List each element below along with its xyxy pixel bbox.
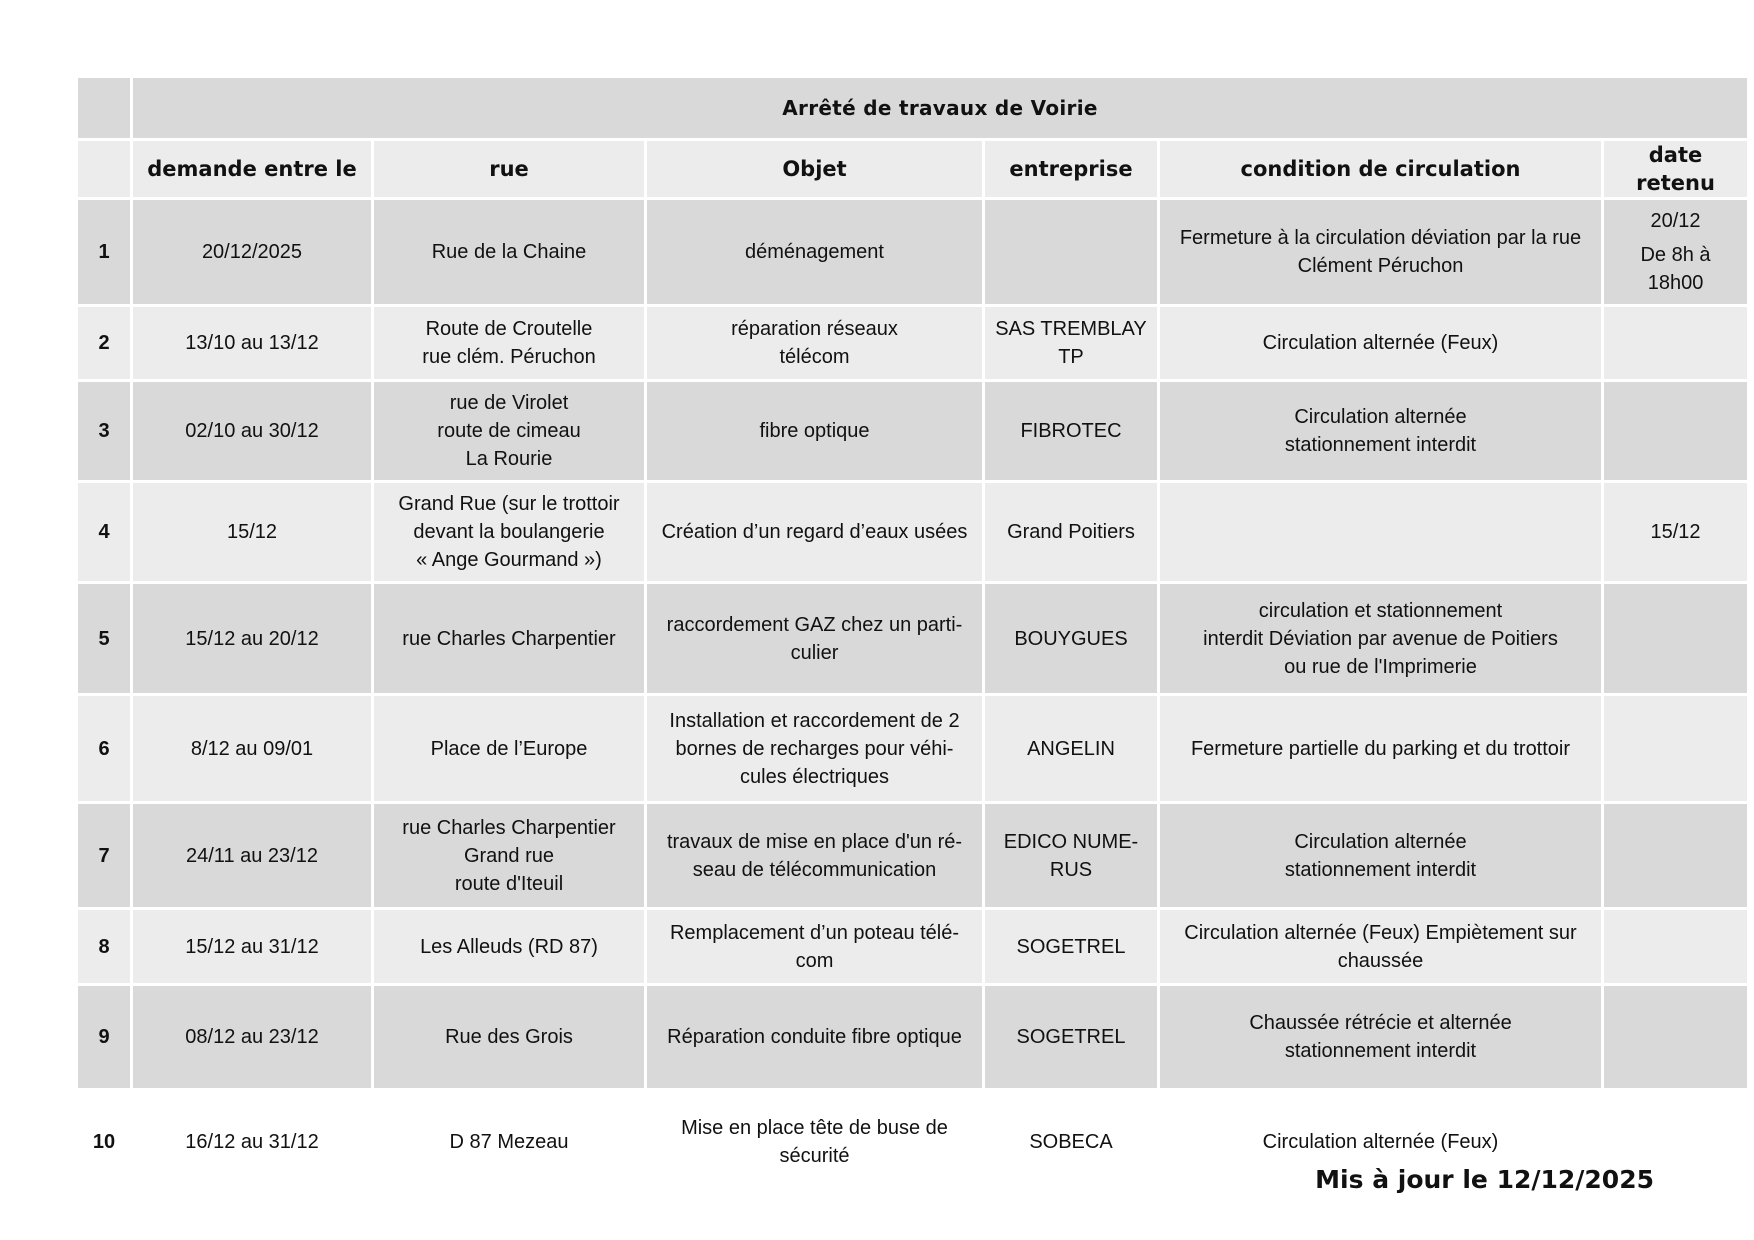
cell-line: Rue des Grois xyxy=(445,1026,573,1048)
cell-demande: 08/12 au 23/12 xyxy=(133,986,371,1088)
cell-line: SOGETREL xyxy=(1016,935,1126,958)
cell-rue xyxy=(374,986,644,1088)
cell-line: Rue de la Chaine xyxy=(431,241,587,263)
cell-line: SOBECA xyxy=(1029,1130,1113,1153)
cell-demande: 15/12 au 31/12 xyxy=(133,910,371,983)
cell-line: déménagement xyxy=(745,241,884,263)
cell-demande: 20/12/2025 xyxy=(133,200,371,304)
cell-entreprise xyxy=(985,483,1157,581)
header-num xyxy=(78,141,130,197)
cell-objet xyxy=(647,804,982,907)
row-number: 1 xyxy=(78,200,130,304)
cell-line: De 8h à xyxy=(1640,244,1711,266)
cell-rue xyxy=(374,910,644,983)
cell-condition xyxy=(1160,200,1601,304)
header-objet: Objet xyxy=(647,141,982,197)
cell-line: interdit Déviation par avenue de Poitiers xyxy=(1203,627,1558,650)
cell-condition xyxy=(1160,382,1601,480)
cell-condition xyxy=(1160,696,1601,801)
header-row xyxy=(78,141,1747,197)
cell-line: com xyxy=(795,949,834,972)
cell-entreprise xyxy=(985,804,1157,907)
cell-line: fibre optique xyxy=(759,420,870,442)
cell-entreprise xyxy=(985,986,1157,1088)
cell-date-retenu xyxy=(1604,382,1747,480)
cell-condition xyxy=(1160,986,1601,1088)
table-row xyxy=(78,307,1747,379)
table-row xyxy=(78,804,1747,907)
table-row xyxy=(78,200,1747,304)
cell-line: stationnement interdit xyxy=(1284,1040,1477,1062)
cell-objet xyxy=(647,200,982,304)
header-entreprise: entreprise xyxy=(985,141,1157,197)
last-updated-note: Mis à jour le 12/12/2025 xyxy=(1315,1165,1654,1194)
cell-line: Fermeture à la circulation déviation par la rue xyxy=(1179,227,1582,249)
cell-entreprise xyxy=(985,1091,1157,1192)
row-number: 7 xyxy=(78,804,130,907)
cell-objet xyxy=(647,483,982,581)
cell-date-retenu xyxy=(1604,307,1747,379)
cell-rue xyxy=(374,1091,644,1192)
cell-line: Circulation alternée (Feux) Empiètement sur xyxy=(1184,921,1577,944)
cell-demande: 15/12 xyxy=(133,483,371,581)
table-row xyxy=(78,382,1747,480)
cell-entreprise xyxy=(985,584,1157,693)
cell-line: rue Charles Charpentier xyxy=(402,816,616,839)
row-number: 5 xyxy=(78,584,130,693)
cell-line: circulation et stationnement xyxy=(1258,599,1503,622)
cell-line: SAS TREMBLAY xyxy=(995,318,1147,340)
cell-line: cules électriques xyxy=(740,765,889,788)
header-demande: demande entre le xyxy=(133,141,371,197)
cell-line: Création d’un regard d’eaux usées xyxy=(661,521,968,543)
table-row xyxy=(78,910,1747,983)
cell-rue xyxy=(374,483,644,581)
cell-objet xyxy=(647,1091,982,1192)
cell-line: sécurité xyxy=(779,1144,850,1167)
cell-line: culier xyxy=(790,641,839,664)
row-number: 9 xyxy=(78,986,130,1088)
cell-line: télécom xyxy=(779,346,850,368)
header-rue: rue xyxy=(374,141,644,197)
cell-line: réparation réseaux xyxy=(731,318,898,340)
cell-rue xyxy=(374,200,644,304)
row-number: 6 xyxy=(78,696,130,801)
cell-line: D 87 Mezeau xyxy=(449,1130,569,1153)
cell-line: Remplacement d’un poteau télé- xyxy=(669,921,960,944)
table-row xyxy=(78,696,1747,801)
cell-line: FIBROTEC xyxy=(1020,420,1122,442)
cell-rue xyxy=(374,307,644,379)
cell-entreprise xyxy=(985,200,1157,304)
cell-line: RUS xyxy=(1049,858,1093,881)
header-date-retenu: date retenu xyxy=(1604,141,1747,197)
cell-date-retenu xyxy=(1604,696,1747,801)
cell-rue xyxy=(374,804,644,907)
cell-objet xyxy=(647,696,982,801)
cell-line: Grand rue xyxy=(463,844,555,867)
cell-line: Mise en place tête de buse de xyxy=(681,1116,948,1139)
cell-line: ANGELIN xyxy=(1027,737,1115,760)
cell-rue xyxy=(374,382,644,480)
cell-objet xyxy=(647,986,982,1088)
cell-rue xyxy=(374,584,644,693)
title-corner-cell xyxy=(78,78,130,138)
cell-line: seau de télécommunication xyxy=(692,858,937,881)
cell-line: stationnement interdit xyxy=(1284,858,1477,881)
cell-line: route d'Iteuil xyxy=(454,872,564,895)
header-condition: condition de circulation xyxy=(1160,141,1601,197)
cell-line: travaux de mise en place d'un ré- xyxy=(666,830,963,853)
cell-line: bornes de recharges pour véhi- xyxy=(675,737,954,760)
row-number: 10 xyxy=(78,1091,130,1192)
cell-demande: 16/12 au 31/12 xyxy=(133,1091,371,1192)
cell-line: « Ange Gourmand ») xyxy=(416,549,602,571)
cell-line: Circulation alternée (Feux) xyxy=(1262,1130,1499,1153)
cell-date-retenu xyxy=(1604,986,1747,1088)
row-number: 3 xyxy=(78,382,130,480)
cell-line: route de cimeau xyxy=(437,420,581,442)
cell-line: Circulation alternée (Feux) xyxy=(1262,332,1499,354)
cell-objet xyxy=(647,382,982,480)
cell-rue xyxy=(374,696,644,801)
cell-date-retenu xyxy=(1604,200,1747,304)
cell-line: Fermeture partielle du parking et du trottoir xyxy=(1190,737,1571,760)
cell-line: 20/12 xyxy=(1650,210,1701,232)
cell-line: stationnement interdit xyxy=(1284,434,1477,456)
cell-condition xyxy=(1160,307,1601,379)
table-row xyxy=(78,584,1747,693)
cell-line: La Rourie xyxy=(465,448,553,470)
cell-date-retenu xyxy=(1604,584,1747,693)
cell-line: rue Charles Charpentier xyxy=(402,627,616,650)
cell-entreprise xyxy=(985,382,1157,480)
cell-line: Grand Rue (sur le trottoir xyxy=(398,493,620,515)
cell-condition xyxy=(1160,910,1601,983)
cell-line: TP xyxy=(1058,346,1084,368)
row-number: 8 xyxy=(78,910,130,983)
cell-condition xyxy=(1160,804,1601,907)
cell-demande: 8/12 au 09/01 xyxy=(133,696,371,801)
cell-line: Installation et raccordement de 2 xyxy=(669,709,960,732)
cell-objet xyxy=(647,307,982,379)
cell-line: Route de Croutelle xyxy=(425,318,593,340)
cell-date-retenu xyxy=(1604,483,1747,581)
cell-objet xyxy=(647,910,982,983)
cell-line: raccordement GAZ chez un parti- xyxy=(666,613,963,636)
cell-line: ou rue de l'Imprimerie xyxy=(1284,655,1477,678)
cell-demande: 13/10 au 13/12 xyxy=(133,307,371,379)
cell-line: Grand Poitiers xyxy=(1007,521,1135,543)
cell-date-retenu xyxy=(1604,910,1747,983)
cell-entreprise xyxy=(985,307,1157,379)
cell-line: 18h00 xyxy=(1647,272,1704,294)
cell-entreprise xyxy=(985,910,1157,983)
cell-line: Circulation alternée xyxy=(1294,406,1467,428)
cell-line: Chaussée rétrécie et alternée xyxy=(1249,1012,1512,1034)
cell-line: 15/12 xyxy=(1650,521,1701,543)
row-number: 2 xyxy=(78,307,130,379)
cell-line: rue de Virolet xyxy=(449,392,569,414)
cell-line: Place de l’Europe xyxy=(430,737,588,760)
cell-line: chaussée xyxy=(1337,949,1424,972)
cell-demande: 24/11 au 23/12 xyxy=(133,804,371,907)
cell-demande: 15/12 au 20/12 xyxy=(133,584,371,693)
cell-condition xyxy=(1160,483,1601,581)
cell-line: devant la boulangerie xyxy=(413,521,605,543)
cell-line: EDICO NUME- xyxy=(1003,830,1139,853)
cell-condition xyxy=(1160,584,1601,693)
cell-line: Réparation conduite fibre optique xyxy=(667,1026,962,1048)
cell-entreprise xyxy=(985,696,1157,801)
title-row xyxy=(78,78,1747,138)
row-number: 4 xyxy=(78,483,130,581)
roadworks-table xyxy=(75,75,1750,1195)
cell-line: SOGETREL xyxy=(1016,1026,1126,1048)
cell-line: Clément Péruchon xyxy=(1297,255,1464,277)
cell-line: Circulation alternée xyxy=(1294,830,1467,853)
cell-demande: 02/10 au 30/12 xyxy=(133,382,371,480)
page-title: Arrêté de travaux de Voirie xyxy=(133,78,1747,138)
table-row xyxy=(78,483,1747,581)
cell-line: Les Alleuds (RD 87) xyxy=(420,935,598,958)
cell-line: BOUYGUES xyxy=(1014,627,1128,650)
table-row xyxy=(78,986,1747,1088)
cell-date-retenu xyxy=(1604,804,1747,907)
cell-objet xyxy=(647,584,982,693)
cell-line: rue clém. Péruchon xyxy=(422,346,596,368)
